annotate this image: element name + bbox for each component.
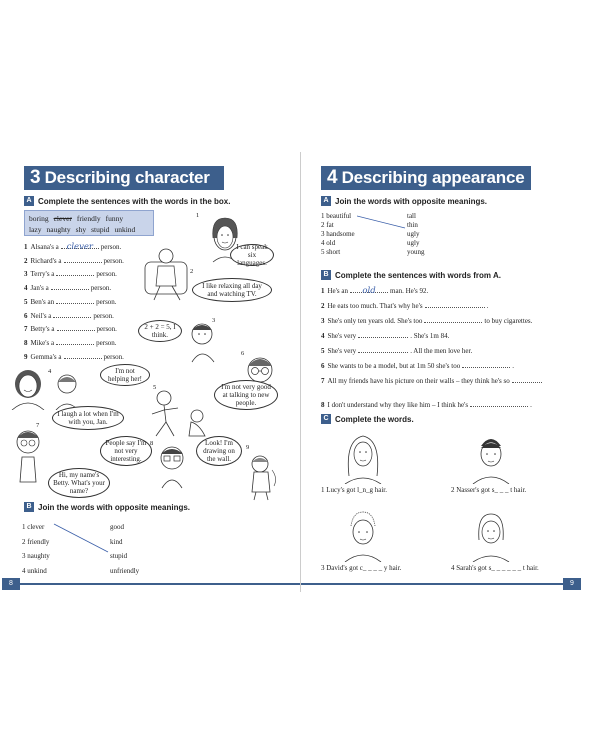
sentence-end: . bbox=[512, 362, 514, 370]
sentence-line bbox=[321, 346, 472, 355]
sentence-number: 4 bbox=[24, 284, 28, 293]
answer-blank[interactable] bbox=[470, 400, 528, 407]
section-a-heading: A Join the words with opposite meanings. bbox=[321, 196, 487, 206]
sentence-line bbox=[24, 283, 111, 292]
answer-blank[interactable] bbox=[64, 256, 102, 263]
sentence-start: He eats too much. That's why he's bbox=[327, 302, 423, 310]
sentence-end: . bbox=[486, 302, 489, 310]
answer-blank[interactable] bbox=[350, 286, 388, 296]
sentence-start: Terry's a bbox=[30, 270, 55, 279]
picture-number: 9 bbox=[246, 444, 250, 451]
answer-blank[interactable] bbox=[56, 269, 94, 276]
opposite-right-word: kind bbox=[110, 537, 123, 546]
section-letter: B bbox=[24, 502, 34, 512]
answer-blank[interactable] bbox=[61, 242, 99, 252]
sentence-start: Neil's a bbox=[30, 311, 52, 320]
sentence-number: 4 bbox=[321, 332, 325, 340]
sentence-end: person. bbox=[96, 297, 117, 306]
section-letter: A bbox=[24, 196, 34, 206]
sentence-start: Richard's a bbox=[30, 256, 62, 265]
opposite-right-word: ugly bbox=[407, 239, 420, 247]
page-number-left: 8 bbox=[2, 578, 20, 590]
answer-blank[interactable] bbox=[512, 376, 542, 383]
speech-bubble-5: I'm not very good at talking to new people. bbox=[214, 380, 278, 410]
opposite-right-word: ugly bbox=[407, 230, 420, 238]
picture-number: 1 bbox=[196, 212, 200, 219]
sentence-line bbox=[24, 242, 121, 251]
opposite-left-word: 2 fat bbox=[321, 221, 334, 229]
answer-blank[interactable] bbox=[56, 338, 94, 345]
word: shy bbox=[75, 225, 87, 234]
sentence-start: Mike's a bbox=[30, 338, 55, 347]
sentence-line bbox=[24, 297, 117, 306]
sentence-number: 7 bbox=[321, 377, 325, 385]
word: boring bbox=[29, 214, 49, 223]
answer-blank[interactable] bbox=[53, 311, 91, 318]
sentence-number: 1 bbox=[24, 243, 28, 251]
sentence-start: Ben's an bbox=[30, 297, 55, 306]
sentence-number: 6 bbox=[24, 311, 28, 320]
word-box bbox=[24, 210, 154, 236]
sentence-start: Gemma's a bbox=[30, 352, 62, 361]
lucy-portrait bbox=[341, 430, 385, 484]
section-letter: C bbox=[321, 414, 331, 424]
section-letter: B bbox=[321, 270, 331, 280]
sentence-number: 5 bbox=[321, 347, 325, 355]
unit-title: Describing appearance bbox=[341, 168, 525, 187]
unit-number: 4 bbox=[327, 167, 338, 188]
sentence-start: All my friends have his picture on their walls – they think he's so bbox=[327, 377, 510, 385]
sentence-end: . bbox=[530, 401, 532, 409]
child-9-drawing-illustration bbox=[242, 452, 282, 502]
sentence-start: Alsana's a bbox=[30, 243, 59, 251]
opposite-right-word: tall bbox=[407, 212, 416, 220]
sentence-number: 8 bbox=[321, 401, 325, 409]
right-page bbox=[300, 152, 600, 592]
right-words-column bbox=[110, 520, 139, 578]
speech-bubble-6: I laugh a lot when I'm with you, Jan. bbox=[52, 406, 124, 430]
word: stupid bbox=[91, 225, 110, 234]
sentence-start: She's very bbox=[327, 332, 357, 340]
caption-nasser: 2 Nasser's got s_ _ _ t hair. bbox=[451, 486, 527, 494]
sentence-line bbox=[24, 338, 117, 347]
sentence-end: person. bbox=[96, 270, 117, 279]
sentence-start: Betty's a bbox=[30, 325, 55, 334]
sentence-start: She wants to be a model, but at 1m 50 she's too bbox=[327, 362, 461, 370]
woman-4b-illustration bbox=[52, 370, 82, 410]
section-b-heading: B Complete the sentences with words from A. bbox=[321, 270, 501, 280]
sentence-end: person. bbox=[103, 352, 124, 361]
right-words-column bbox=[407, 212, 425, 257]
left-words-column bbox=[22, 520, 50, 578]
sentence-start: He's an bbox=[327, 287, 349, 295]
answer-blank[interactable] bbox=[425, 301, 485, 308]
david-portrait bbox=[341, 508, 385, 562]
speech-bubble-4: I'm not helping her! bbox=[100, 364, 150, 386]
sentence-end: person. bbox=[93, 311, 114, 320]
opposite-right-word: unfriendly bbox=[110, 566, 140, 575]
opposite-right-word: good bbox=[110, 523, 124, 531]
sentence-line bbox=[321, 400, 532, 409]
sentence-start: Jan's a bbox=[30, 284, 49, 293]
picture-number: 4 bbox=[48, 368, 52, 375]
sentence-number: 7 bbox=[24, 325, 28, 334]
section-letter: A bbox=[321, 196, 331, 206]
sentence-number: 8 bbox=[24, 338, 28, 347]
handwritten-answer: old bbox=[362, 286, 376, 296]
sentence-line bbox=[321, 286, 428, 295]
opposite-left-word: 1 beautiful bbox=[321, 212, 352, 220]
man-2-armchair-illustration bbox=[140, 242, 195, 302]
word: lazy bbox=[29, 225, 42, 234]
sentence-line bbox=[24, 324, 117, 333]
sentence-line bbox=[321, 301, 488, 310]
page-number-right: 9 bbox=[563, 578, 581, 590]
footer-line-right bbox=[301, 583, 563, 585]
sentence-end: person. bbox=[96, 338, 117, 347]
boy-3-illustration bbox=[186, 320, 220, 364]
picture-number: 2 bbox=[190, 268, 194, 275]
sentence-number: 2 bbox=[321, 302, 325, 310]
section-a-heading: A Complete the sentences with the words in the box. bbox=[24, 196, 230, 206]
sentence-end: person. bbox=[90, 284, 112, 293]
opposite-left-word: 4 old bbox=[321, 239, 336, 247]
sentence-line bbox=[321, 376, 544, 385]
answer-line bbox=[50, 522, 110, 562]
sentence-line bbox=[24, 352, 124, 361]
speech-bubble-8: Look! I'm drawing on the wall. bbox=[196, 436, 242, 466]
sentence-end: to buy cigarettes. bbox=[484, 317, 533, 325]
sentence-end: person. bbox=[103, 256, 124, 265]
caption-sarah: 4 Sarah's got s_ _ _ _ _ _ t hair. bbox=[451, 564, 539, 572]
opposite-right-word: stupid bbox=[110, 552, 128, 560]
speech-bubble-7: People say I'm not very interesting. bbox=[100, 436, 152, 466]
unit-3-title-bar bbox=[24, 166, 224, 190]
section-c-heading: C Complete the words. bbox=[321, 414, 414, 424]
picture-number: 7 bbox=[36, 422, 40, 429]
answer-blank[interactable] bbox=[64, 352, 102, 359]
caption-lucy: 1 Lucy's got l_n_g hair. bbox=[321, 486, 388, 494]
man-8-glasses-illustration bbox=[154, 442, 190, 490]
sentence-number: 6 bbox=[321, 362, 325, 370]
picture-number: 3 bbox=[212, 317, 216, 324]
answer-blank[interactable] bbox=[57, 324, 95, 331]
opposite-left-word: 3 naughty bbox=[22, 552, 50, 560]
sentence-number: 3 bbox=[24, 270, 28, 279]
sentence-number: 9 bbox=[24, 352, 28, 361]
section-b-heading: B Join the words with opposite meanings. bbox=[24, 502, 190, 512]
answer-line bbox=[357, 214, 407, 234]
sentence-number: 2 bbox=[24, 256, 28, 265]
footer-line-left bbox=[20, 583, 300, 585]
picture-number: 5 bbox=[153, 384, 157, 391]
opposite-left-word: 4 unkind bbox=[22, 566, 47, 575]
unit-title: Describing character bbox=[44, 168, 210, 187]
sentence-line bbox=[321, 316, 532, 325]
sentence-end: person. bbox=[100, 243, 122, 251]
boy-5-illustration bbox=[148, 388, 188, 438]
speech-bubble-3: 2 + 2 = 5, I think. bbox=[138, 320, 182, 342]
caption-david: 3 David's got c_ _ _ _ y hair. bbox=[321, 564, 402, 572]
picture-number: 6 bbox=[241, 350, 245, 357]
sentence-end: . All the men love her. bbox=[410, 347, 473, 355]
picture-number: 8 bbox=[150, 440, 154, 447]
girl-5-crouching-illustration bbox=[185, 408, 215, 438]
word-crossed: clever bbox=[53, 214, 72, 223]
speech-bubble-2: I like relaxing all day and watching TV. bbox=[192, 278, 272, 302]
sentence-line bbox=[24, 256, 124, 265]
sentence-start: She's very bbox=[327, 347, 357, 355]
sentence-line bbox=[321, 331, 449, 340]
opposite-left-word: 3 handsome bbox=[321, 230, 355, 238]
opposite-right-word: thin bbox=[407, 221, 418, 229]
sentence-line bbox=[24, 311, 114, 320]
opposite-left-word: 5 short bbox=[321, 248, 341, 256]
word: unkind bbox=[114, 225, 136, 234]
word: funny bbox=[105, 214, 124, 223]
sentence-end: . She's 1m 84. bbox=[410, 332, 450, 340]
left-page bbox=[0, 152, 300, 592]
answer-blank[interactable] bbox=[56, 297, 94, 304]
speech-bubble-1: I can speak six languages. bbox=[230, 244, 274, 266]
unit-4-title-bar bbox=[321, 166, 531, 190]
unit-number: 3 bbox=[30, 167, 41, 188]
handwritten-answer: clever bbox=[66, 242, 93, 252]
sentence-number: 1 bbox=[321, 287, 325, 295]
answer-blank[interactable] bbox=[462, 361, 510, 368]
word: friendly bbox=[76, 214, 101, 223]
nasser-portrait bbox=[469, 430, 513, 484]
word: naughty bbox=[46, 225, 71, 234]
opposite-left-word: 2 friendly bbox=[22, 537, 50, 546]
sarah-portrait bbox=[469, 508, 513, 562]
sentence-end: man. He's 92. bbox=[390, 287, 429, 295]
man-7-illustration bbox=[8, 424, 48, 484]
sentence-number: 3 bbox=[321, 317, 325, 325]
opposite-left-word: 1 clever bbox=[22, 523, 45, 531]
answer-blank[interactable] bbox=[358, 346, 408, 353]
left-words-column bbox=[321, 212, 355, 257]
sentence-number: 5 bbox=[24, 297, 28, 306]
answer-blank[interactable] bbox=[358, 331, 408, 338]
woman-4-illustration bbox=[8, 366, 48, 410]
sentence-start: She's only ten years old. She's too bbox=[327, 317, 423, 325]
answer-blank[interactable] bbox=[51, 283, 89, 290]
sentence-end: person. bbox=[96, 325, 117, 334]
answer-blank[interactable] bbox=[424, 316, 482, 323]
sentence-line bbox=[321, 361, 514, 370]
opposite-right-word: young bbox=[407, 248, 425, 256]
speech-bubble-9: Hi, my name's Betty. What's your name? bbox=[48, 468, 110, 498]
sentence-start: I don't understand why they like him – I think he's bbox=[327, 401, 469, 409]
sentence-line bbox=[24, 269, 117, 278]
